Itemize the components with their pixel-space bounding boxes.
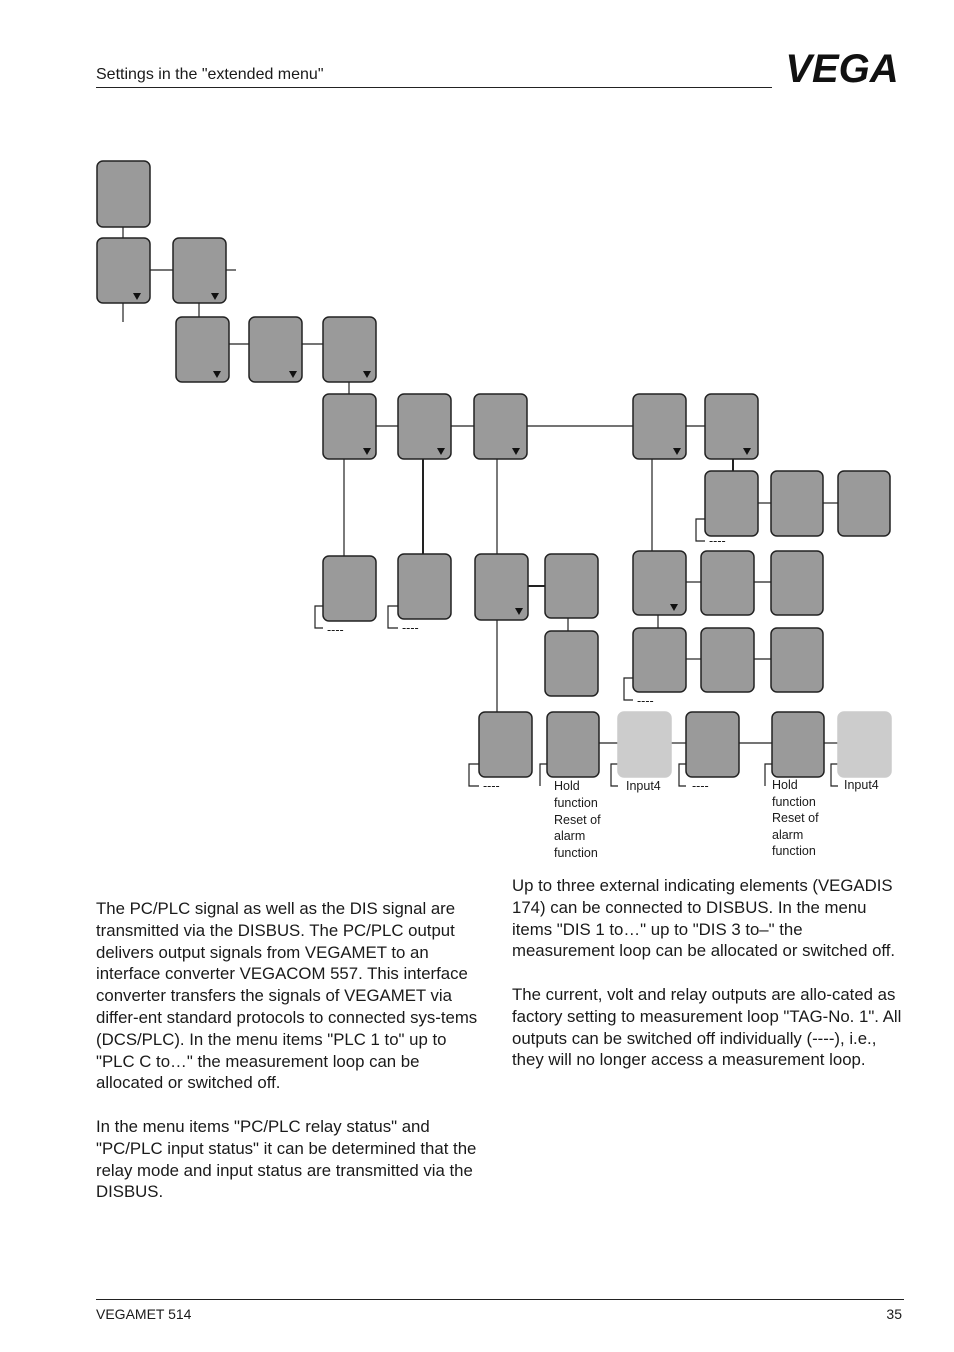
menu-box <box>545 554 598 618</box>
menu-box <box>176 317 229 382</box>
reset-label: Reset of <box>554 813 601 827</box>
right-paragraph-2: The current, volt and relay outputs are allo-cated as factory setting to measurement loop "TAG-No. 1". All outputs can be switched off individually (----), i.e., they will no longer access a measurement loop. <box>512 984 902 1070</box>
left-paragraph-2: In the menu items "PC/PLC relay status" and "PC/PLC input status" it can be determined that the relay mode and input status are transmitted via the DISBUS. <box>96 1116 477 1202</box>
menu-box <box>838 471 890 536</box>
menu-box <box>701 628 754 692</box>
dash-label: ---- <box>327 623 344 637</box>
reset-label: Reset of <box>772 811 819 825</box>
input4-label: Input4 <box>626 779 661 793</box>
right-paragraph-1: Up to three external indicating elements (VEGADIS 174) can be connected to DISBUS. In the menu items "DIS 1 to…" up to "DIS 3 to–" the measurement loop can be allocated or switched off. <box>512 876 896 961</box>
menu-box <box>701 551 754 615</box>
hold-label: function <box>554 796 598 810</box>
footer-rule <box>96 1299 904 1300</box>
hold-label: function <box>772 795 816 809</box>
menu-box-inactive <box>838 712 891 777</box>
menu-box <box>772 712 824 777</box>
reset-label: function <box>772 844 816 858</box>
page-header-title: Settings in the "extended menu" <box>96 66 324 83</box>
dash-label: ---- <box>692 779 709 793</box>
menu-box <box>479 712 532 777</box>
menu-box <box>398 554 451 619</box>
menu-box <box>97 238 150 303</box>
input4-label: Input4 <box>844 778 879 792</box>
dash-label: ---- <box>483 779 500 793</box>
menu-boxes <box>97 161 891 777</box>
dash-label: ---- <box>402 621 419 635</box>
page-number: 35 <box>886 1306 902 1322</box>
menu-box <box>633 551 686 615</box>
menu-box <box>545 631 598 696</box>
reset-label: alarm <box>554 829 586 843</box>
hold-label: Hold <box>772 778 798 792</box>
hold-label: Hold <box>554 779 580 793</box>
menu-box-inactive <box>618 712 671 777</box>
menu-box <box>323 556 376 621</box>
menu-box <box>771 551 823 615</box>
menu-box <box>771 628 823 692</box>
menu-box <box>97 161 150 227</box>
dash-label: ---- <box>709 534 726 548</box>
menu-box <box>547 712 599 777</box>
menu-box <box>705 471 758 536</box>
left-text-column <box>96 898 480 1225</box>
left-paragraph-1: The PC/PLC signal as well as the DIS signal are transmitted via the DISBUS. The PC/PLC output delivers output signals from VEGAMET to an interface converter VEGACOM 557. This interface converter transfers the signals of VEGAMET via differ-ent standard protocols to connected sys-tems (DCS/PLC). In the menu items "PLC 1 to" up to "PLC C to…" the measurement loop can be allocated or switched off. <box>96 899 478 1093</box>
menu-box <box>771 471 823 536</box>
reset-label: function <box>554 846 598 860</box>
svg-text:VEGA: VEGA <box>785 48 899 88</box>
menu-box <box>633 628 686 692</box>
footer-product: VEGAMET 514 <box>96 1306 192 1322</box>
reset-label: alarm <box>772 828 804 842</box>
right-text-column <box>512 875 904 1093</box>
menu-box <box>686 712 739 777</box>
dash-label: ---- <box>637 694 654 708</box>
